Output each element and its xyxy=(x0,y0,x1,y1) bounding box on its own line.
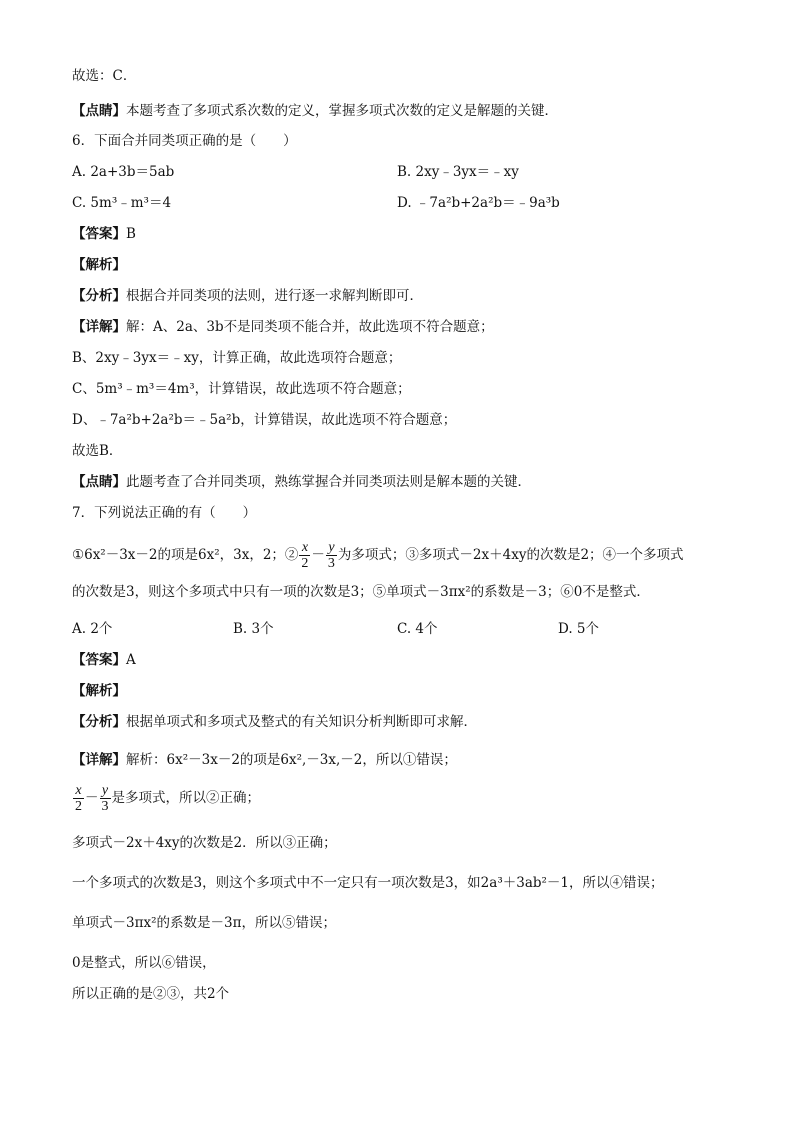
answer-line xyxy=(72,651,136,669)
question-text: 6．下面合并同类项正确的是（ ） xyxy=(72,133,297,149)
conclusion-line xyxy=(72,67,136,85)
text: 是多项式，所以②正确； xyxy=(111,790,260,806)
tag-fenxi: 【分析】 xyxy=(72,288,126,304)
denominator: 3 xyxy=(101,799,109,814)
text: 一个多项式的次数是3，则这个多项式中不一定只有一项次数是3，如2a³＋3ab²－1，所以④错误； xyxy=(72,875,664,891)
text: D、﹣7a²b+2a²b＝﹣5a²b，计算错误，故此选项不符合题意； xyxy=(72,412,457,428)
tag-jiexi: 【解析】 xyxy=(72,257,126,273)
text: 多项式－2x＋4xy的次数是2．所以③正确； xyxy=(72,835,337,851)
text: 为多项式；③多项式－2x＋4xy的次数是2；④一个多项式 xyxy=(337,547,684,563)
fraction-y-over-3 xyxy=(100,783,111,814)
xiangjie-line-4 xyxy=(72,874,664,892)
statement-line-2 xyxy=(72,583,650,601)
option-b xyxy=(233,620,274,638)
operator: － xyxy=(311,547,325,563)
option-text: D. ﹣7a²b+2a²b＝﹣9a³b xyxy=(397,195,560,211)
fraction-x-over-2 xyxy=(73,783,84,814)
denominator: 2 xyxy=(75,799,82,814)
option-d xyxy=(558,620,599,638)
option-a xyxy=(72,163,174,181)
text: C、5m³﹣m³＝4m³，计算错误，故此选项不符合题意； xyxy=(72,381,411,397)
dianjing-line xyxy=(72,473,531,491)
fenxi-line xyxy=(72,287,423,305)
tag-dianjing: 【点睛】 xyxy=(72,103,126,119)
option-text: B. 3个 xyxy=(233,621,274,637)
xiangjie-line-b xyxy=(72,349,401,367)
option-c xyxy=(72,194,171,212)
tag-xiangjie: 【详解】 xyxy=(72,319,126,335)
text: 故选：C． xyxy=(72,68,137,84)
text: ①6x²－3x－2的项是6x²，3x，2；② xyxy=(72,547,299,563)
option-b xyxy=(397,163,519,181)
option-a xyxy=(72,620,112,638)
text: 此题考查了合并同类项，熟练掌握合并同类项法则是解本题的关键． xyxy=(126,474,531,490)
denominator: 3 xyxy=(327,556,335,571)
tag-jiexi: 【解析】 xyxy=(72,683,126,699)
tag-dianjing: 【点睛】 xyxy=(72,474,126,490)
statement-line-1 xyxy=(72,540,684,571)
xiangjie-line-c xyxy=(72,380,411,398)
tag-xiangjie: 【详解】 xyxy=(72,752,126,768)
comment-line xyxy=(72,102,558,120)
option-d xyxy=(397,194,560,212)
xiangjie-fraction-line xyxy=(72,783,260,814)
tag-answer: 【答案】 xyxy=(72,226,126,242)
text: 解析：6x²－3x－2的项是6x²,－3x,－2，所以①错误； xyxy=(126,752,457,768)
answer-value: B xyxy=(126,226,136,242)
xiangjie-line xyxy=(72,318,494,336)
option-text: B. 2xy﹣3yx＝﹣xy xyxy=(397,164,519,180)
text: 故选B． xyxy=(72,443,123,459)
fraction-y-over-3 xyxy=(326,540,337,571)
question-7 xyxy=(72,504,256,522)
text: 的次数是3，则这个多项式中只有一项的次数是3；⑤单项式－3πx²的系数是－3；⑥0不是整式． xyxy=(72,584,650,600)
numerator: y xyxy=(326,540,337,556)
xiangjie-line-3 xyxy=(72,834,337,852)
text: B、2xy﹣3yx＝﹣xy，计算正确，故此选项符合题意； xyxy=(72,350,402,366)
option-text: D. 5个 xyxy=(558,621,600,637)
xiangjie-line-7 xyxy=(72,985,229,1003)
option-text: A. 2a+3b＝5ab xyxy=(72,164,175,180)
operator: － xyxy=(85,790,99,806)
fenxi-line xyxy=(72,713,477,731)
tag-fenxi: 【分析】 xyxy=(72,714,126,730)
question-text: 7．下列说法正确的有（ ） xyxy=(72,505,257,521)
text: 单项式－3πx²的系数是－3π，所以⑤错误； xyxy=(72,915,336,931)
tag-answer: 【答案】 xyxy=(72,652,126,668)
question-6 xyxy=(72,132,297,150)
numerator: x xyxy=(299,540,310,556)
xiangjie-line-5 xyxy=(72,914,336,932)
xiangjie-line-d xyxy=(72,411,456,429)
text: 0是整式，所以⑥错误， xyxy=(72,955,216,971)
option-text: A. 2个 xyxy=(72,621,113,637)
text: 所以正确的是②③，共2个 xyxy=(72,986,230,1002)
option-c xyxy=(397,620,438,638)
denominator: 2 xyxy=(301,556,309,571)
analysis-heading xyxy=(72,256,126,274)
fraction-x-over-2 xyxy=(299,540,310,571)
answer-line xyxy=(72,225,136,243)
text: 根据合并同类项的法则，进行逐一求解判断即可． xyxy=(126,288,423,304)
numerator: x xyxy=(73,783,84,799)
xiangjie-line-6 xyxy=(72,954,216,972)
choose-line xyxy=(72,442,122,460)
text: 解：A、2a、3b不是同类项不能合并，故此选项不符合题意； xyxy=(126,319,494,335)
option-text: C. 4个 xyxy=(397,621,438,637)
text: 根据单项式和多项式及整式的有关知识分析判断即可求解． xyxy=(126,714,477,730)
xiangjie-line xyxy=(72,751,457,769)
text: 本题考查了多项式系次数的定义，掌握多项式次数的定义是解题的关键． xyxy=(126,103,558,119)
analysis-heading xyxy=(72,682,126,700)
numerator: y xyxy=(100,783,111,799)
answer-value: A xyxy=(126,652,136,668)
option-text: C. 5m³﹣m³＝4 xyxy=(72,195,172,211)
